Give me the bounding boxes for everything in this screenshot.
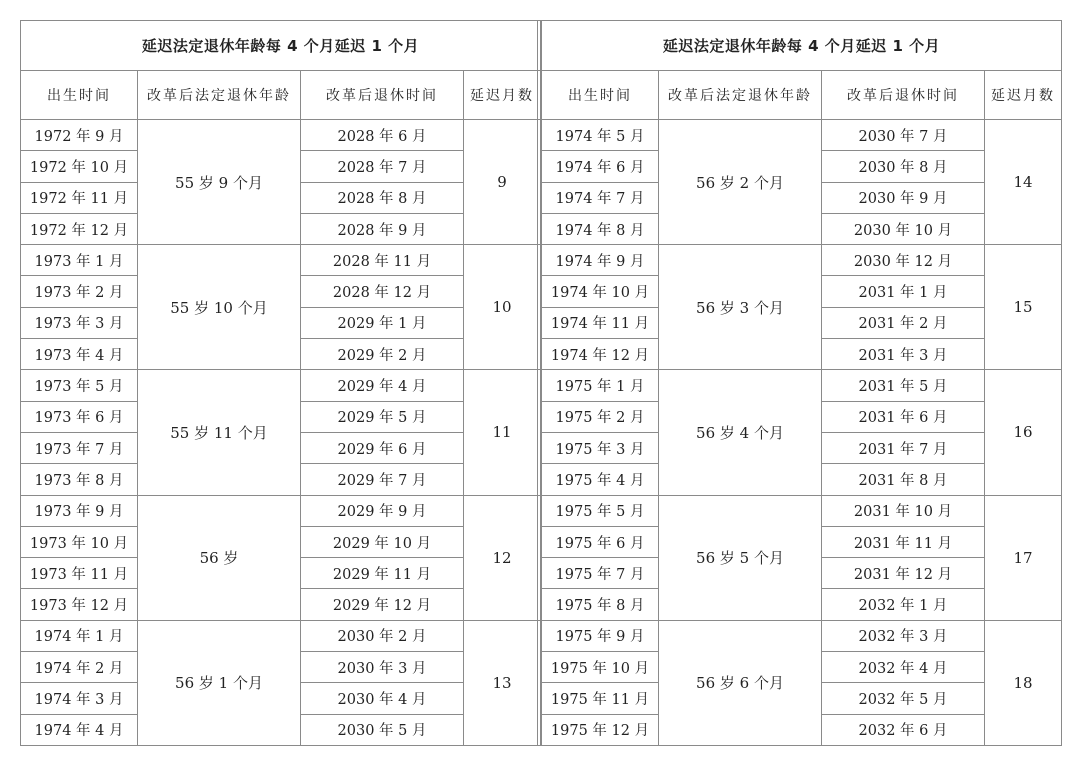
retirement-date-cell: 2030 年 2 月 <box>301 620 464 651</box>
retirement-date-cell: 2029 年 10 月 <box>301 526 464 557</box>
retirement-date-cell: 2032 年 3 月 <box>822 620 985 651</box>
table-row <box>21 245 541 276</box>
retirement-age-cell: 55 岁 10 个月 <box>138 245 301 370</box>
retirement-date-cell: 2032 年 4 月 <box>822 652 985 683</box>
retirement-date-cell: 2030 年 4 月 <box>301 683 464 714</box>
retirement-age-cell: 55 岁 9 个月 <box>138 120 301 245</box>
table-row <box>542 245 1062 276</box>
retirement-date-cell: 2032 年 5 月 <box>822 683 985 714</box>
right-table-panel <box>541 20 1062 746</box>
table-title: 延迟法定退休年龄每 4 个月延迟 1 个月 <box>542 21 1062 71</box>
header-birth-date: 出生时间 <box>542 71 659 120</box>
retirement-date-cell: 2030 年 10 月 <box>822 213 985 244</box>
birth-date-cell: 1974 年 8 月 <box>542 213 659 244</box>
table-row <box>542 495 1062 526</box>
delay-months-cell: 9 <box>464 120 541 245</box>
header-delay-months: 延迟月数 <box>985 71 1062 120</box>
birth-date-cell: 1974 年 5 月 <box>542 120 659 151</box>
birth-date-cell: 1972 年 9 月 <box>21 120 138 151</box>
retirement-date-cell: 2029 年 9 月 <box>301 495 464 526</box>
birth-date-cell: 1973 年 7 月 <box>21 432 138 463</box>
retirement-date-cell: 2029 年 12 月 <box>301 589 464 620</box>
retirement-age-cell: 56 岁 5 个月 <box>659 495 822 620</box>
birth-date-cell: 1975 年 3 月 <box>542 432 659 463</box>
birth-date-cell: 1974 年 6 月 <box>542 151 659 182</box>
birth-date-cell: 1974 年 10 月 <box>542 276 659 307</box>
birth-date-cell: 1974 年 7 月 <box>542 182 659 213</box>
retirement-age-cell: 56 岁 <box>138 495 301 620</box>
retirement-date-cell: 2028 年 6 月 <box>301 120 464 151</box>
birth-date-cell: 1973 年 3 月 <box>21 307 138 338</box>
retirement-date-cell: 2032 年 6 月 <box>822 714 985 745</box>
retirement-date-cell: 2028 年 7 月 <box>301 151 464 182</box>
retirement-date-cell: 2032 年 1 月 <box>822 589 985 620</box>
retirement-date-cell: 2031 年 1 月 <box>822 276 985 307</box>
birth-date-cell: 1972 年 12 月 <box>21 213 138 244</box>
retirement-date-cell: 2030 年 5 月 <box>301 714 464 745</box>
delay-months-cell: 18 <box>985 620 1062 745</box>
birth-date-cell: 1975 年 10 月 <box>542 652 659 683</box>
delay-months-cell: 12 <box>464 495 541 620</box>
birth-date-cell: 1973 年 12 月 <box>21 589 138 620</box>
retirement-age-cell: 55 岁 11 个月 <box>138 370 301 495</box>
retirement-date-cell: 2029 年 1 月 <box>301 307 464 338</box>
retirement-date-cell: 2030 年 12 月 <box>822 245 985 276</box>
table-title: 延迟法定退休年龄每 4 个月延迟 1 个月 <box>21 21 541 71</box>
retirement-date-cell: 2029 年 2 月 <box>301 339 464 370</box>
birth-date-cell: 1975 年 5 月 <box>542 495 659 526</box>
birth-date-cell: 1975 年 11 月 <box>542 683 659 714</box>
birth-date-cell: 1973 年 10 月 <box>21 526 138 557</box>
birth-date-cell: 1975 年 2 月 <box>542 401 659 432</box>
retirement-date-cell: 2029 年 7 月 <box>301 464 464 495</box>
retirement-date-cell: 2029 年 6 月 <box>301 432 464 463</box>
birth-date-cell: 1973 年 11 月 <box>21 558 138 589</box>
table-row <box>21 370 541 401</box>
retirement-date-cell: 2028 年 8 月 <box>301 182 464 213</box>
retirement-date-cell: 2030 年 8 月 <box>822 151 985 182</box>
birth-date-cell: 1975 年 1 月 <box>542 370 659 401</box>
table-row <box>542 370 1062 401</box>
birth-date-cell: 1974 年 2 月 <box>21 652 138 683</box>
table-row <box>21 620 541 651</box>
birth-date-cell: 1974 年 11 月 <box>542 307 659 338</box>
table-row <box>21 495 541 526</box>
retirement-date-cell: 2030 年 7 月 <box>822 120 985 151</box>
birth-date-cell: 1975 年 7 月 <box>542 558 659 589</box>
left-table-panel <box>20 20 541 746</box>
birth-date-cell: 1974 年 9 月 <box>542 245 659 276</box>
birth-date-cell: 1974 年 3 月 <box>21 683 138 714</box>
delay-months-cell: 17 <box>985 495 1062 620</box>
retirement-date-cell: 2030 年 3 月 <box>301 652 464 683</box>
retirement-date-cell: 2028 年 12 月 <box>301 276 464 307</box>
birth-date-cell: 1974 年 4 月 <box>21 714 138 745</box>
retirement-age-cell: 56 岁 2 个月 <box>659 120 822 245</box>
retirement-date-cell: 2031 年 7 月 <box>822 432 985 463</box>
retirement-date-cell: 2028 年 11 月 <box>301 245 464 276</box>
table-body <box>542 120 1062 746</box>
header-delay-months: 延迟月数 <box>464 71 541 120</box>
delay-months-cell: 11 <box>464 370 541 495</box>
retirement-date-cell: 2031 年 6 月 <box>822 401 985 432</box>
birth-date-cell: 1974 年 1 月 <box>21 620 138 651</box>
header-new-retirement-date: 改革后退休时间 <box>301 71 464 120</box>
birth-date-cell: 1973 年 6 月 <box>21 401 138 432</box>
header-new-retirement-date: 改革后退休时间 <box>822 71 985 120</box>
birth-date-cell: 1974 年 12 月 <box>542 339 659 370</box>
header-birth-date: 出生时间 <box>21 71 138 120</box>
birth-date-cell: 1975 年 6 月 <box>542 526 659 557</box>
birth-date-cell: 1973 年 8 月 <box>21 464 138 495</box>
table-row <box>542 120 1062 151</box>
delay-months-cell: 16 <box>985 370 1062 495</box>
retirement-date-cell: 2031 年 3 月 <box>822 339 985 370</box>
birth-date-cell: 1975 年 4 月 <box>542 464 659 495</box>
retirement-age-cell: 56 岁 6 个月 <box>659 620 822 745</box>
retirement-age-cell: 56 岁 1 个月 <box>138 620 301 745</box>
header-new-retirement-age: 改革后法定退休年龄 <box>659 71 822 120</box>
birth-date-cell: 1973 年 2 月 <box>21 276 138 307</box>
birth-date-cell: 1975 年 12 月 <box>542 714 659 745</box>
delay-months-cell: 13 <box>464 620 541 745</box>
retirement-date-cell: 2031 年 8 月 <box>822 464 985 495</box>
retirement-date-cell: 2028 年 9 月 <box>301 213 464 244</box>
retirement-table-right <box>541 20 1062 746</box>
birth-date-cell: 1973 年 9 月 <box>21 495 138 526</box>
retirement-date-cell: 2029 年 5 月 <box>301 401 464 432</box>
retirement-date-cell: 2031 年 10 月 <box>822 495 985 526</box>
header-new-retirement-age: 改革后法定退休年龄 <box>138 71 301 120</box>
retirement-age-cell: 56 岁 3 个月 <box>659 245 822 370</box>
birth-date-cell: 1973 年 4 月 <box>21 339 138 370</box>
table-row <box>542 620 1062 651</box>
retirement-age-cell: 56 岁 4 个月 <box>659 370 822 495</box>
table-row <box>21 120 541 151</box>
retirement-date-cell: 2031 年 2 月 <box>822 307 985 338</box>
birth-date-cell: 1975 年 9 月 <box>542 620 659 651</box>
birth-date-cell: 1973 年 1 月 <box>21 245 138 276</box>
delay-months-cell: 14 <box>985 120 1062 245</box>
birth-date-cell: 1973 年 5 月 <box>21 370 138 401</box>
retirement-table-left <box>20 20 541 746</box>
delay-months-cell: 15 <box>985 245 1062 370</box>
birth-date-cell: 1972 年 11 月 <box>21 182 138 213</box>
birth-date-cell: 1972 年 10 月 <box>21 151 138 182</box>
birth-date-cell: 1975 年 8 月 <box>542 589 659 620</box>
retirement-date-cell: 2029 年 11 月 <box>301 558 464 589</box>
retirement-date-cell: 2031 年 11 月 <box>822 526 985 557</box>
retirement-date-cell: 2029 年 4 月 <box>301 370 464 401</box>
delay-months-cell: 10 <box>464 245 541 370</box>
retirement-date-cell: 2031 年 12 月 <box>822 558 985 589</box>
retirement-date-cell: 2031 年 5 月 <box>822 370 985 401</box>
table-body <box>21 120 541 746</box>
retirement-date-cell: 2030 年 9 月 <box>822 182 985 213</box>
